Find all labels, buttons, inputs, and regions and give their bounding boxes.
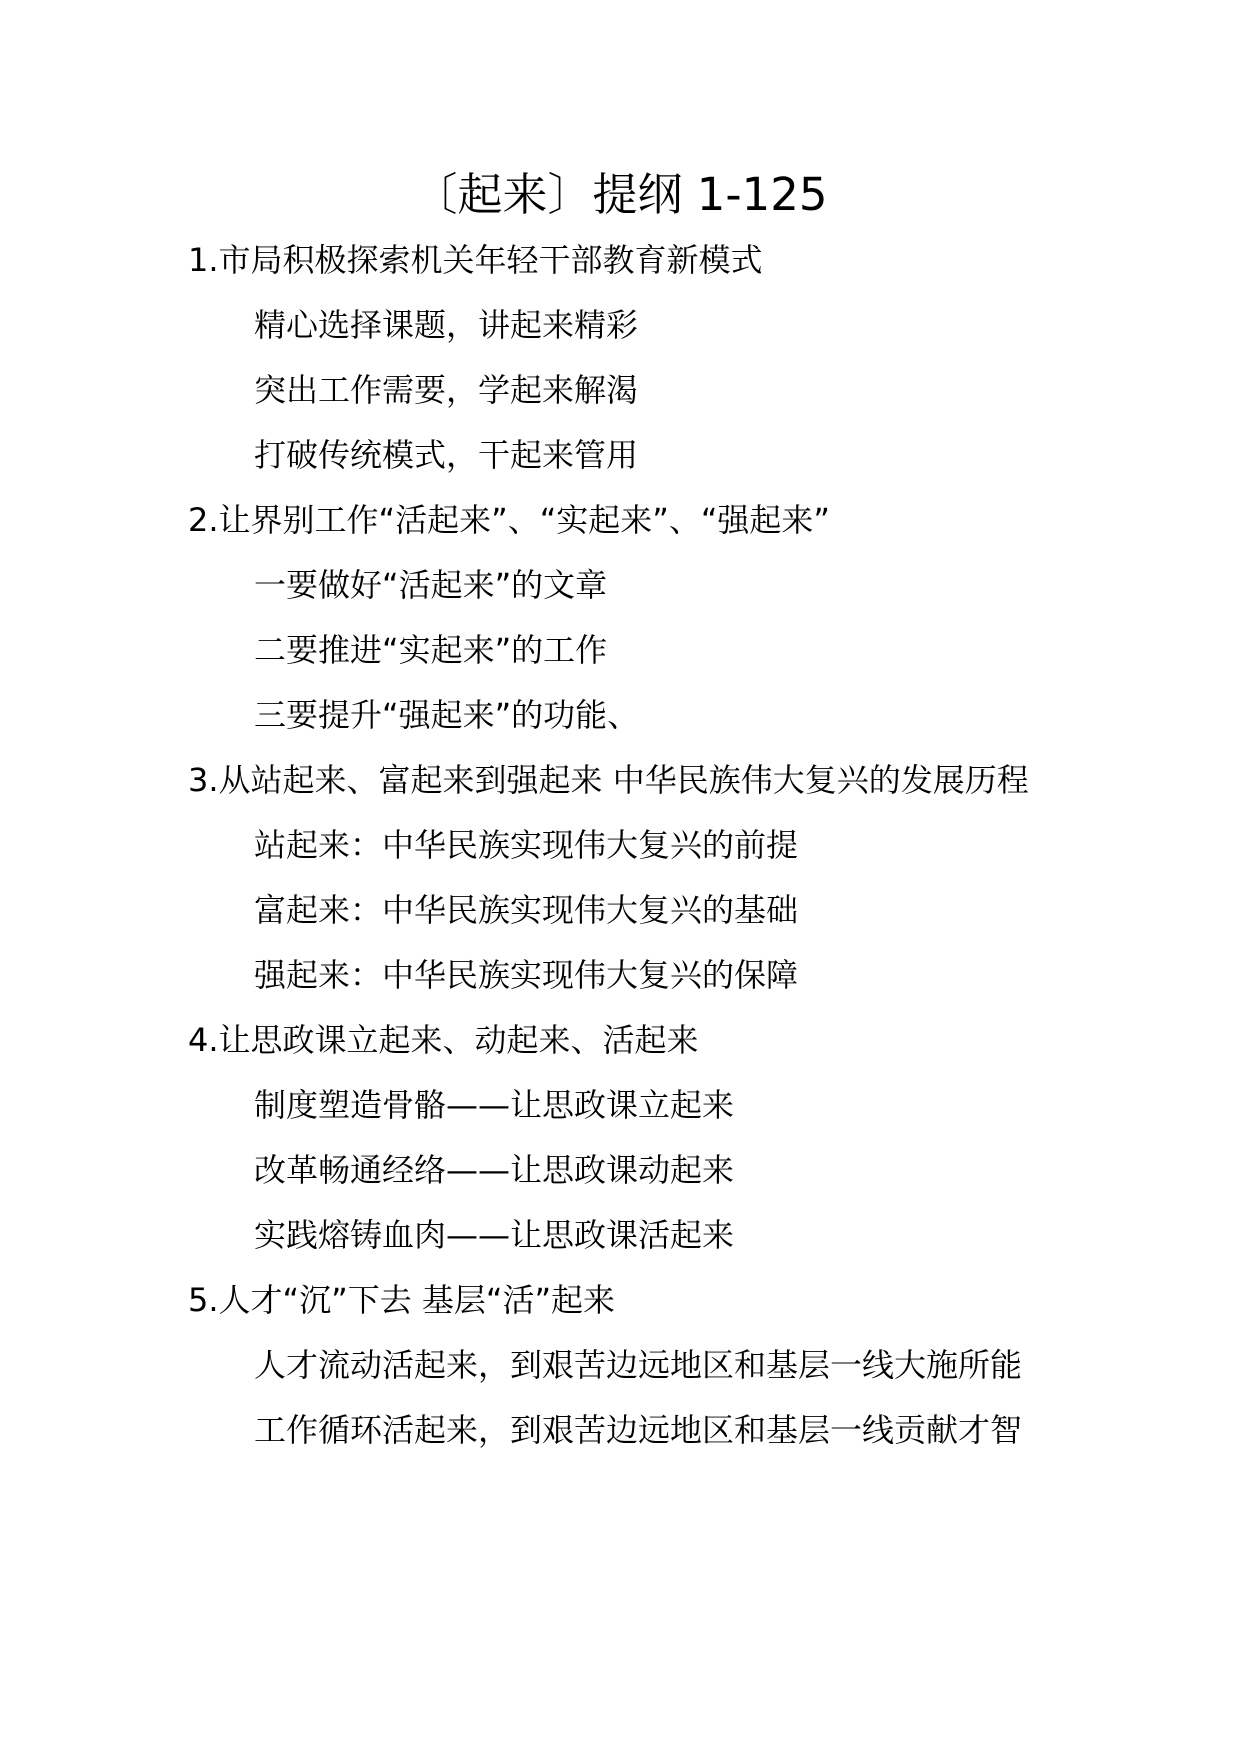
section-item: 突出工作需要，学起来解渴 bbox=[254, 371, 639, 409]
section-heading: 1.市局积极探索机关年轻干部教育新模式 bbox=[188, 241, 763, 279]
section-item: 实践熔铸血肉——让思政课活起来 bbox=[254, 1216, 735, 1254]
section-heading: 2.让界别工作“活起来”、“实起来”、“强起来” bbox=[188, 501, 831, 539]
section-item: 强起来：中华民族实现伟大复兴的保障 bbox=[254, 956, 799, 994]
section-heading: 3.从站起来、富起来到强起来 中华民族伟大复兴的发展历程 bbox=[188, 761, 1029, 799]
section-item: 一要做好“活起来”的文章 bbox=[254, 566, 608, 604]
section-item: 精心选择课题，讲起来精彩 bbox=[254, 306, 639, 344]
section-item: 制度塑造骨骼——让思政课立起来 bbox=[254, 1086, 735, 1124]
section-item: 站起来：中华民族实现伟大复兴的前提 bbox=[254, 826, 799, 864]
section-paragraph: 工作循环活起来，到艰苦边远地区和基层一线贡献才智 bbox=[254, 1411, 1023, 1449]
section-item: 改革畅通经络——让思政课动起来 bbox=[254, 1151, 735, 1189]
section-paragraph: 人才流动活起来，到艰苦边远地区和基层一线大施所能 bbox=[254, 1346, 1023, 1384]
section-heading: 4.让思政课立起来、动起来、活起来 bbox=[188, 1021, 699, 1059]
document-body bbox=[188, 228, 1058, 1463]
document-title: 〔起来〕提纲 1-125 bbox=[412, 168, 828, 221]
section-heading: 5.人才“沉”下去 基层“活”起来 bbox=[188, 1281, 616, 1319]
section-item: 二要推进“实起来”的工作 bbox=[254, 631, 608, 669]
section-item: 富起来：中华民族实现伟大复兴的基础 bbox=[254, 891, 799, 929]
section-item: 打破传统模式，干起来管用 bbox=[254, 436, 639, 474]
section-item: 三要提升“强起来”的功能、 bbox=[254, 696, 640, 734]
